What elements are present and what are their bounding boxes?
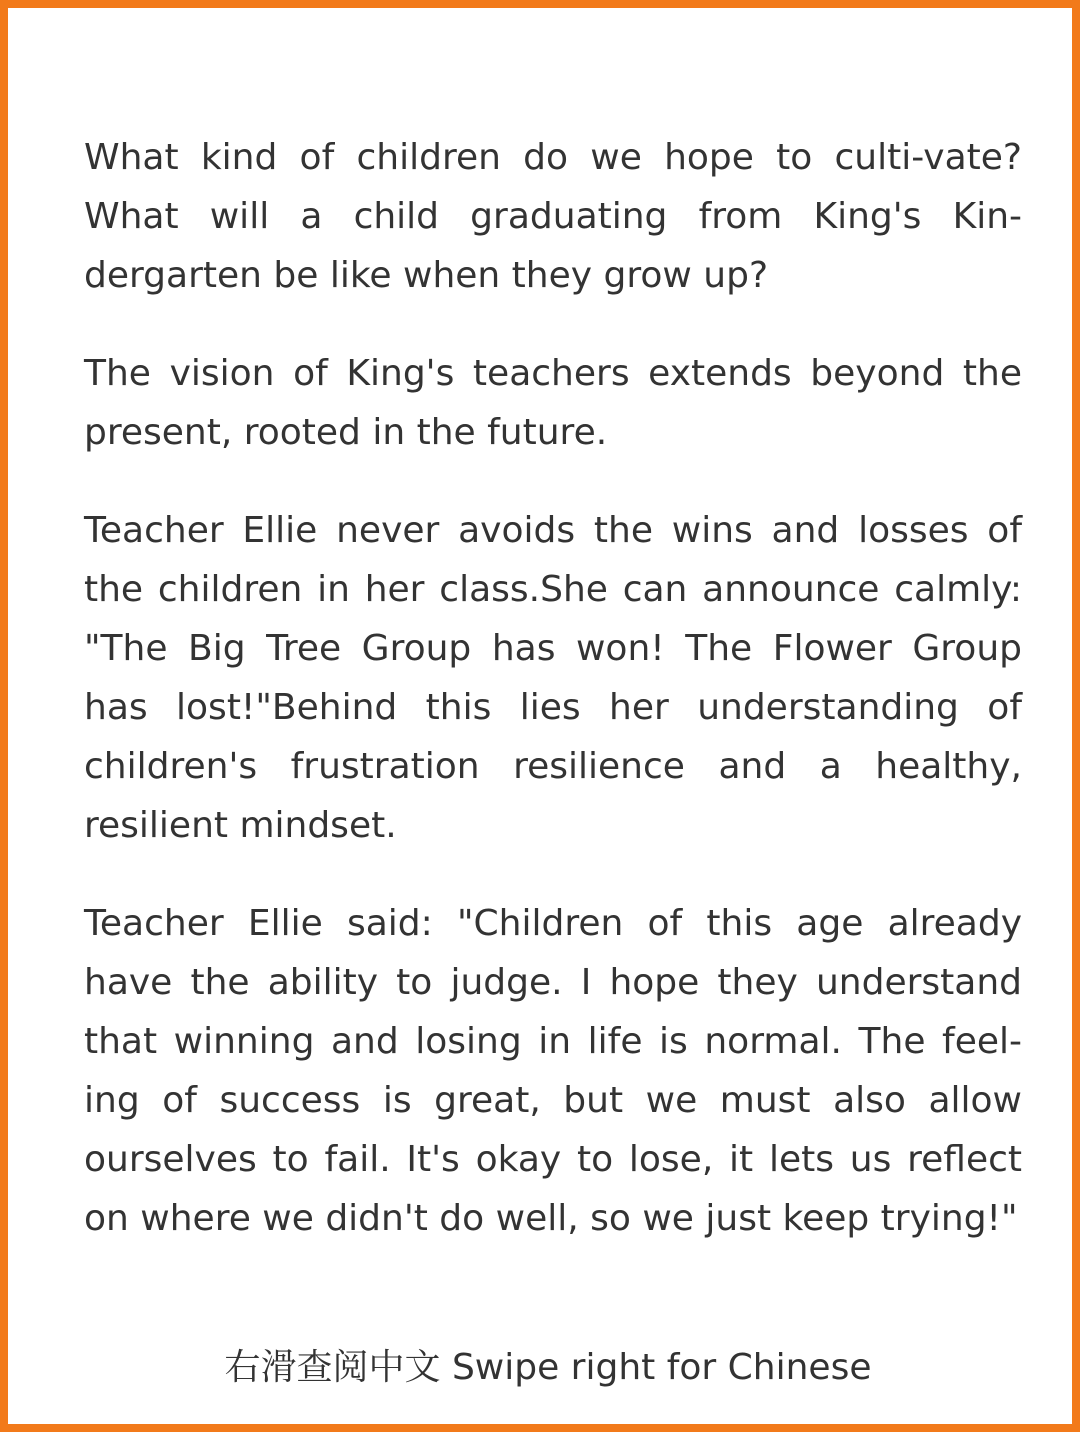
swipe-hint: 右滑查阅中文 Swipe right for Chinese: [224, 1347, 872, 1388]
paragraph-intro-question: What kind of children do we hope to culti-vate?What will a child graduating from King's Kin-dergarten be like when they grow up?: [84, 137, 1022, 296]
paragraph-teacher-quote: Teacher Ellie said: "Children of this age already have the ability to judge. I hope they understand that winning and losing in life is normal. The feel-ing of success is great, but we must also allow ourselves to fail. It's okay to lose, it lets us reflect on where we didn't do well, so we just keep trying!": [84, 903, 1022, 1239]
paragraph-wins-and-losses: Teacher Ellie never avoids the wins and losses of the children in her class.She can announce calmly: "The Big Tree Group has won! The Flower Group has lost!"Behind this lies her understanding of children's frustration resilience and a healthy, resilient mindset.: [84, 510, 1022, 846]
paragraph-teacher-vision: The vision of King's teachers extends beyond the present, rooted in the future.: [84, 353, 1022, 453]
article-body: [84, 128, 1022, 1248]
